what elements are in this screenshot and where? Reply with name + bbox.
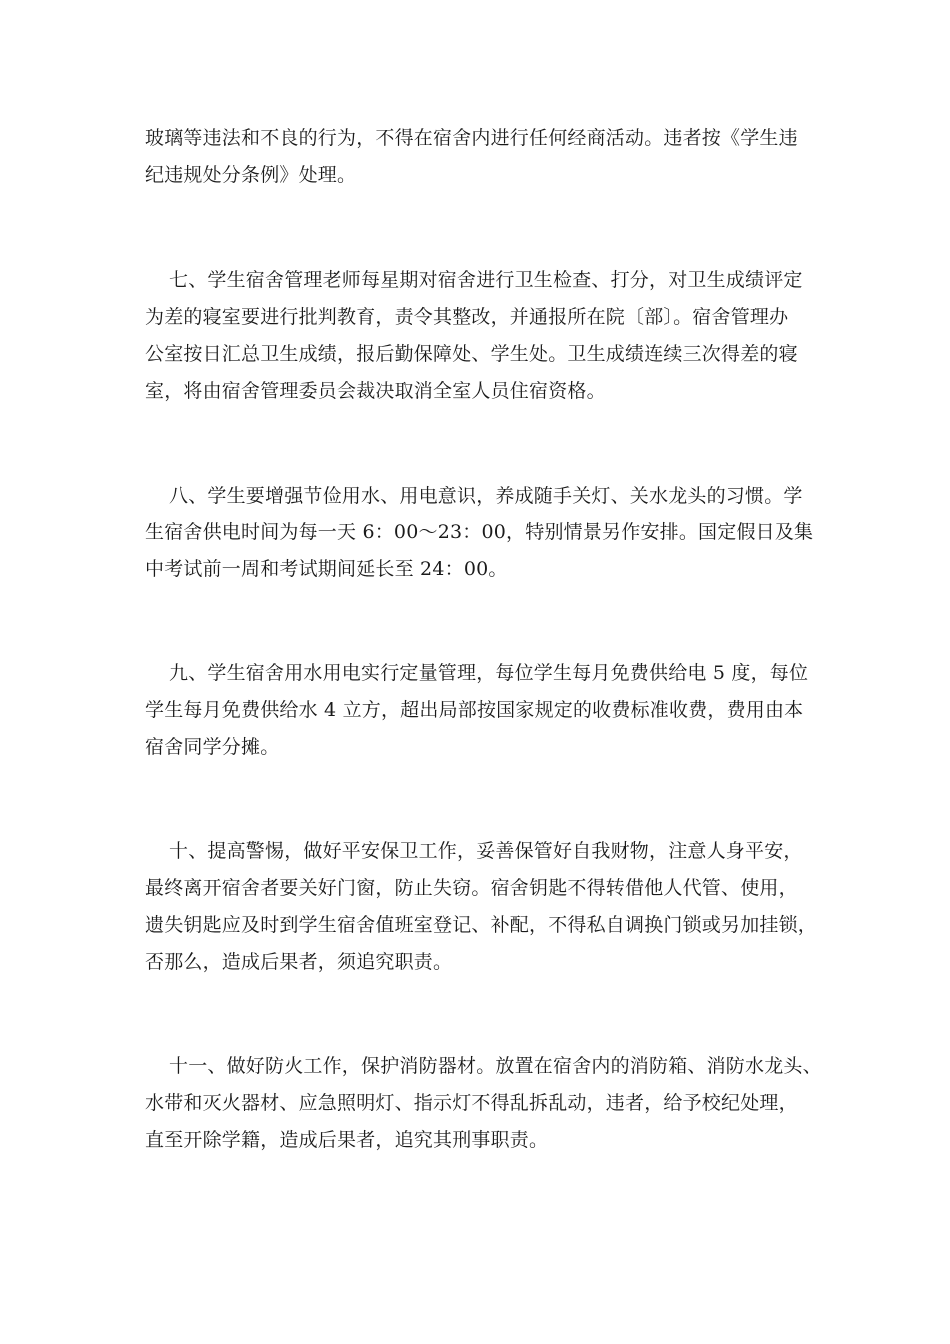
paragraph-line: 水带和灭火器材、应急照明灯、指示灯不得乱拆乱动，违者，给予校纪处理， [145,1092,798,1114]
paragraph-line: 最终离开宿舍者要关好门窗，防止失窃。宿舍钥匙不得转借他人代管、使用， [145,877,798,899]
paragraph-line: 公室按日汇总卫生成绩，报后勤保障处、学生处。卫生成绩连续三次得差的寝 [145,343,798,365]
paragraph-line: 九、学生宿舍用水用电实行定量管理，每位学生每月免费供给电 5 度，每位 [169,662,809,684]
paragraph-line: 为差的寝室要进行批判教育，责令其整改，并通报所在院〔部〕。宿舍管理办 [145,306,789,328]
paragraph-line: 直至开除学籍，造成后果者，追究其刑事职责。 [145,1129,549,1151]
paragraph-line: 室，将由宿舍管理委员会裁决取消全室人员住宿资格。 [145,380,606,402]
paragraph-line: 否那么，造成后果者，须追究职责。 [145,951,453,973]
paragraph-line: 八、学生要增强节俭用水、用电意识，养成随手关灯、关水龙头的习惯。学 [169,485,803,507]
paragraph-line: 学生每月免费供给水 4 立方，超出局部按国家规定的收费标准收费，费用由本 [145,699,804,721]
paragraph-line: 纪违规处分条例》处理。 [145,164,357,186]
paragraph-line: 生宿舍供电时间为每一天 6：00～23：00，特别情景另作安排。国定假日及集 [145,521,814,543]
paragraph-line: 宿舍同学分摊。 [145,736,280,758]
paragraph-line: 十、提高警惕，做好平安保卫工作，妥善保管好自我财物，注意人身平安， [169,840,803,862]
paragraph-line: 十一、做好防火工作，保护消防器材。放置在宿舍内的消防箱、消防水龙头、 [169,1055,822,1077]
paragraph-line: 玻璃等违法和不良的行为，不得在宿舍内进行任何经商活动。违者按《学生违 [145,127,798,149]
paragraph-line: 七、学生宿舍管理老师每星期对宿舍进行卫生检查、打分，对卫生成绩评定 [169,269,803,291]
paragraph-line: 中考试前一周和考试期间延长至 24：00。 [145,558,508,580]
paragraph-line: 遗失钥匙应及时到学生宿舍值班室登记、补配，不得私自调换门锁或另加挂锁， [145,914,818,936]
